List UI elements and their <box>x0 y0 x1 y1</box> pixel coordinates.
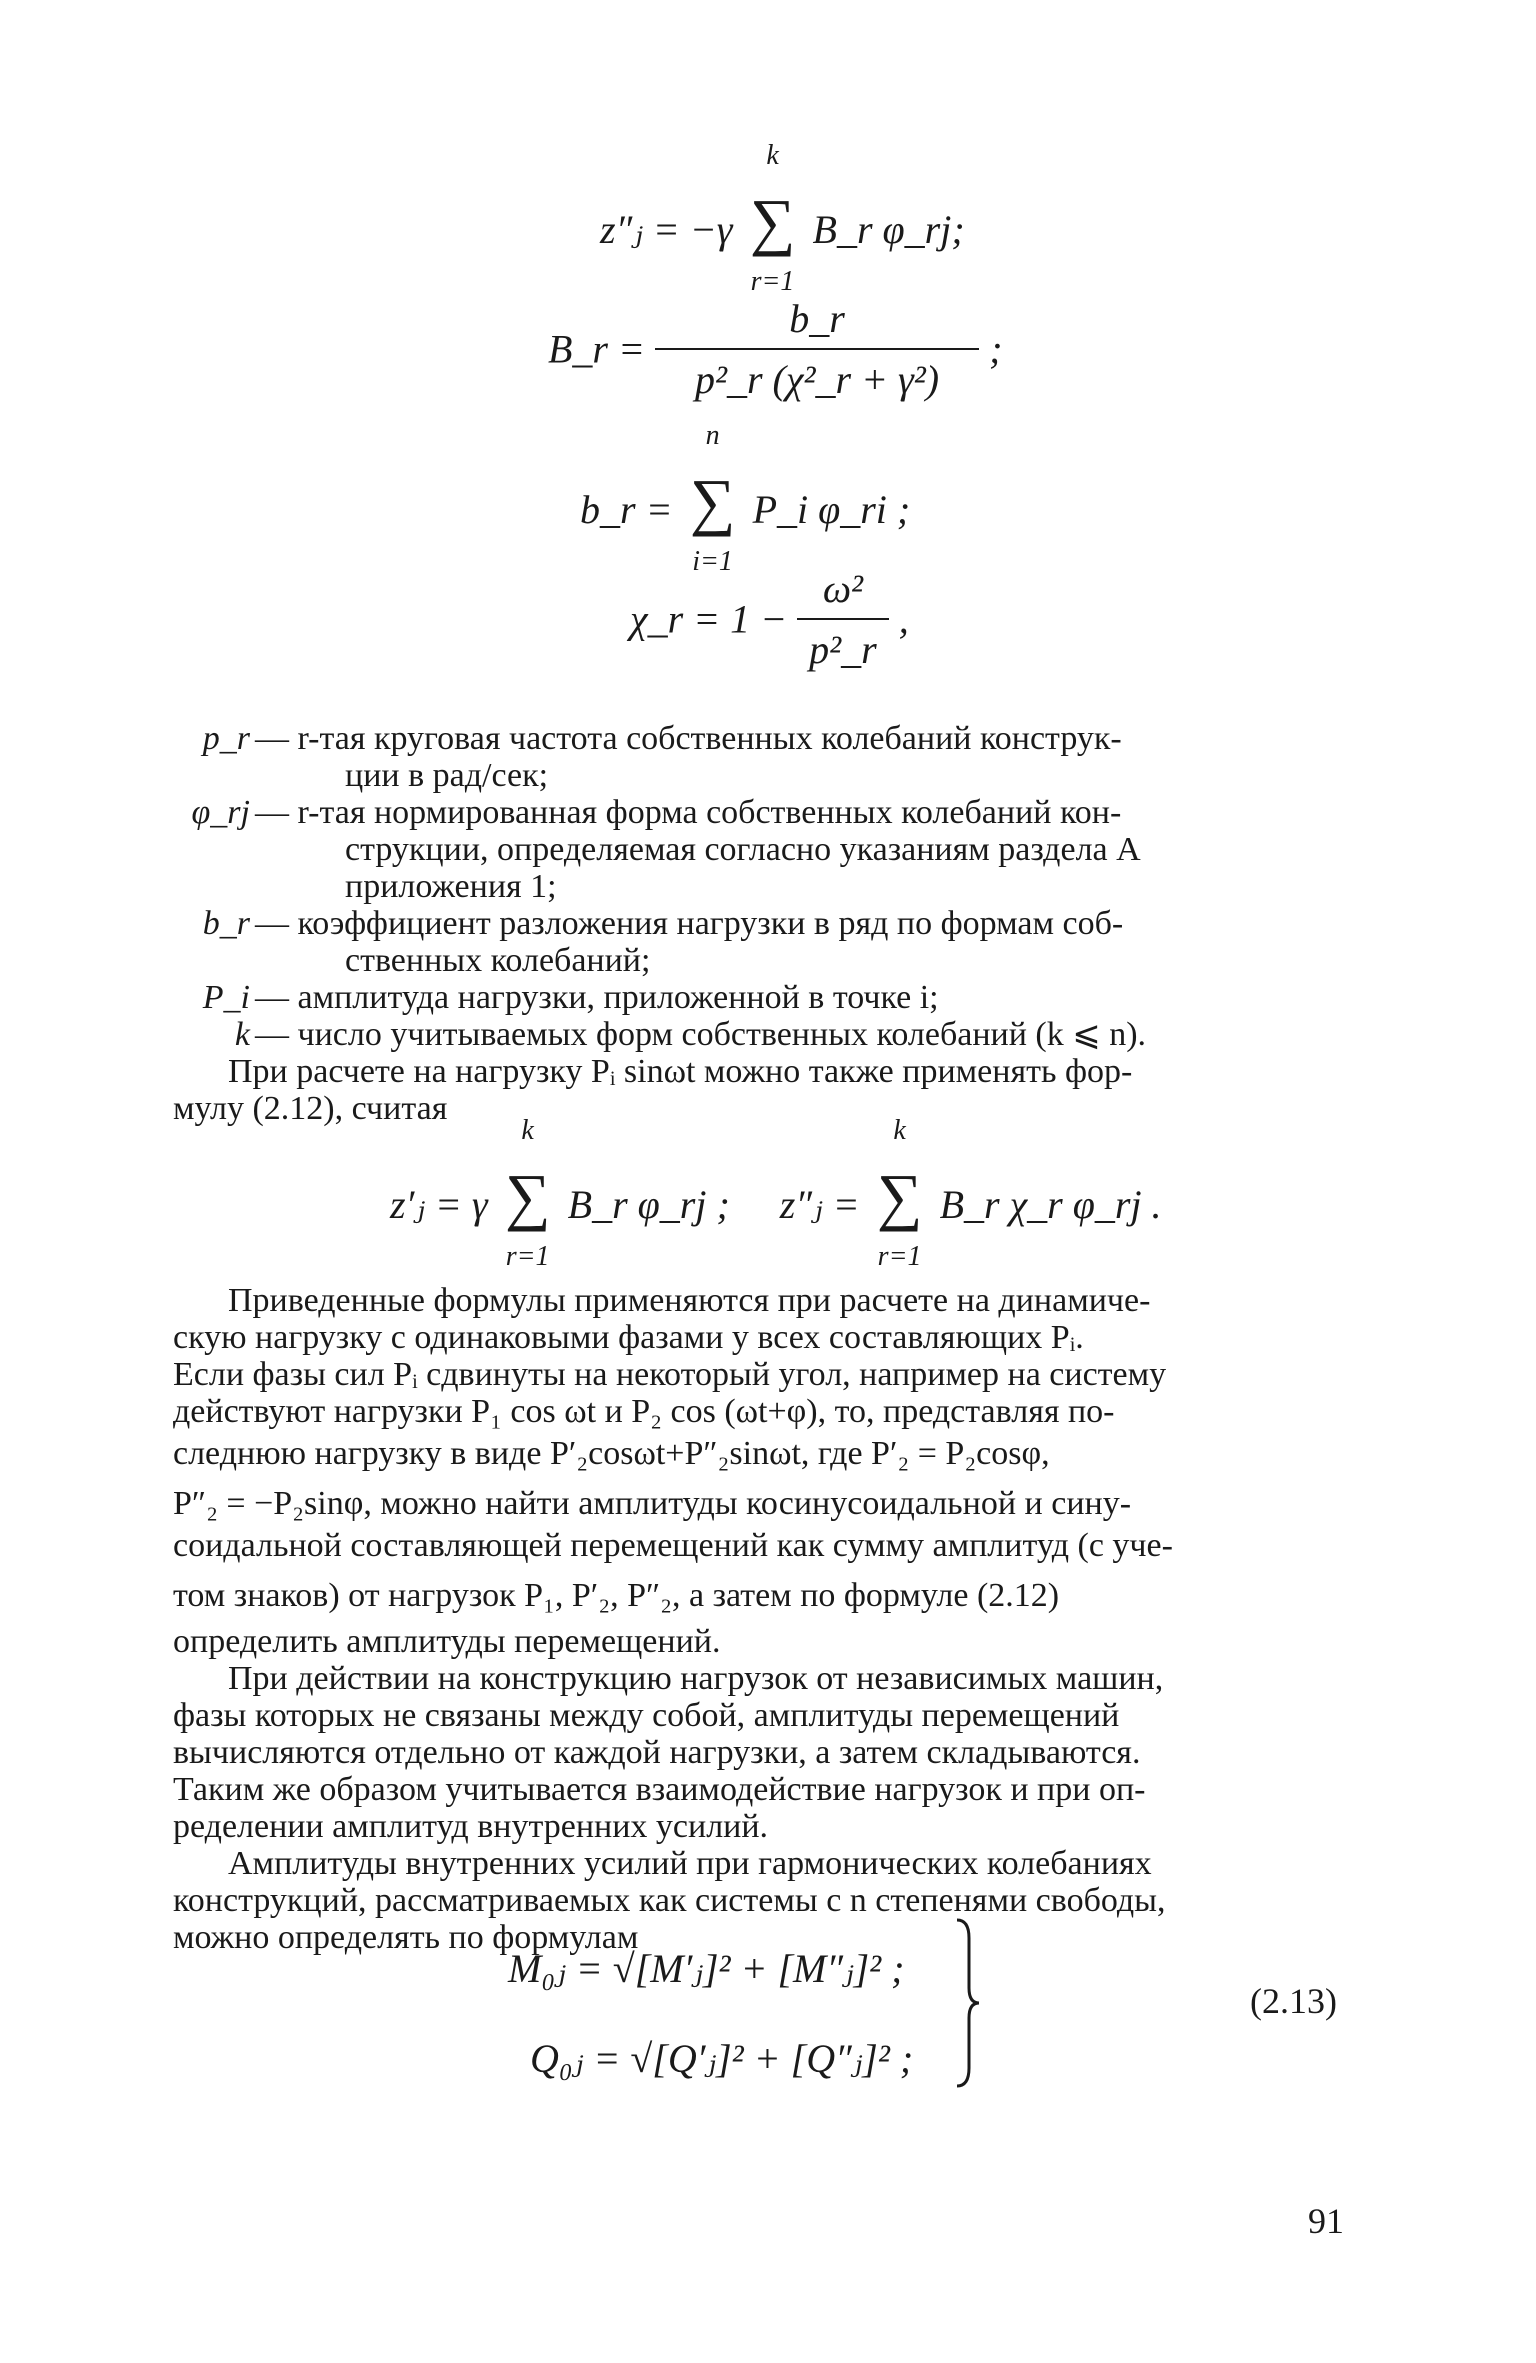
definition-symbol: φ_rj <box>191 794 250 831</box>
formula-end: , <box>898 596 909 642</box>
definition-text: — r-тая нормированная форма собственных колебаний кон- <box>255 794 1122 831</box>
paragraph-line: скую нагрузку с одинаковыми фазами у всех составляющих Pᵢ. <box>173 1319 1084 1356</box>
definition-continuation: струкции, определяемая согласно указаниям раздела А <box>345 831 1141 868</box>
sum-upper-limit: k <box>893 1115 906 1146</box>
sum-lower-limit: r=1 <box>750 266 795 297</box>
formula-end: ; <box>989 326 1003 372</box>
formula-lhs: b_r = <box>580 487 673 532</box>
summation-sign: k ∑ r=1 <box>870 1165 930 1229</box>
fraction-numerator: ω² <box>822 566 864 611</box>
formula-lhs: z″ⱼ = <box>779 1182 860 1227</box>
formula-lhs: χ_r = 1 − <box>630 596 788 642</box>
fraction-numerator: b_r <box>789 296 845 341</box>
paragraph-line: ределении амплитуд внутренних усилий. <box>173 1808 769 1845</box>
definition-text: — r-тая круговая частота собственных колебаний конструк- <box>255 720 1122 757</box>
fraction-denominator: p²_r (χ²_r + γ²) <box>655 348 979 403</box>
paragraph-line: мулу (2.12), считая <box>173 1090 448 1127</box>
sum-upper-limit: k <box>521 1115 534 1146</box>
formula-moment-amplitude: M₀ⱼ = √[M′ⱼ]² + [M″ⱼ]² ; <box>508 1946 905 1991</box>
paragraph-line: P″₂ = −P₂sinφ, можно найти амплитуды косинусоидальной и сину- <box>173 1485 1132 1522</box>
fraction <box>797 565 889 673</box>
paragraph-line: конструкций, рассматриваемых как системы с n степенями свободы, <box>173 1882 1166 1919</box>
paragraph-line: том знаков) от нагрузок P₁, P′₂, P″₂, а затем по формуле (2.12) <box>173 1577 1060 1614</box>
definition-text: — число учитываемых форм собственных колебаний (k ⩽ n). <box>255 1016 1147 1053</box>
paragraph-line: Амплитуды внутренних усилий при гармонических колебаниях <box>228 1845 1152 1882</box>
page-number: 91 <box>1308 2201 1344 2241</box>
formula-rhs: P_i φ_ri ; <box>752 487 911 532</box>
sum-lower-limit: r=1 <box>505 1241 550 1272</box>
sum-upper-limit: k <box>766 140 779 171</box>
formula-rhs: B_r φ_rj ; <box>567 1182 730 1227</box>
paragraph-line: вычисляются отдельно от каждой нагрузки, а затем складываются. <box>173 1734 1141 1771</box>
formula-z-pair <box>390 1115 1162 1272</box>
formula-chi <box>630 565 909 673</box>
formula-lhs: B_r = <box>548 326 645 372</box>
summation-sign: k ∑ r=1 <box>743 190 803 254</box>
formula-rhs: B_r χ_r φ_rj . <box>939 1182 1162 1227</box>
formula-b-capital <box>548 295 1002 403</box>
definition-symbol: k <box>234 1016 250 1053</box>
summation-sign: k ∑ r=1 <box>498 1165 558 1229</box>
paragraph-line: следнюю нагрузку в виде P′₂cosωt+P″₂sinωt, где P′₂ = P₂cosφ, <box>173 1435 1050 1472</box>
paragraph-line: Если фазы сил Pᵢ сдвинуты на некоторый угол, например на систему <box>173 1356 1167 1393</box>
sum-upper-limit: n <box>705 420 720 451</box>
sum-lower-limit: i=1 <box>692 546 733 577</box>
curly-brace <box>955 1918 981 2088</box>
definition-symbol: p_r <box>202 720 250 757</box>
formula-b-small <box>580 420 911 577</box>
paragraph-line: действуют нагрузки P₁ cos ωt и P₂ cos (ωt+φ), то, представляя по- <box>173 1393 1115 1430</box>
paragraph-line: можно определять по формулам <box>173 1919 639 1956</box>
paragraph-line: Таким же образом учитывается взаимодействие нагрузок и при оп- <box>173 1771 1146 1808</box>
summation-sign: n ∑ i=1 <box>683 470 743 534</box>
paragraph-line: фазы которых не связаны между собой, амплитуды перемещений <box>173 1697 1120 1734</box>
definition-symbol: P_i <box>202 979 250 1016</box>
equation-number: (2.13) <box>1250 1981 1337 2021</box>
sum-lower-limit: r=1 <box>877 1241 922 1272</box>
formula-rhs: B_r φ_rj; <box>812 207 965 252</box>
paragraph-line: Приведенные формулы применяются при расчете на динамиче- <box>228 1282 1151 1319</box>
definition-symbol: b_r <box>202 905 250 942</box>
definition-continuation: приложения 1; <box>345 868 557 905</box>
fraction-denominator: p²_r <box>797 618 889 673</box>
fraction <box>655 295 979 403</box>
paragraph-line: соидальной составляющей перемещений как сумму амплитуд (с уче- <box>173 1527 1173 1564</box>
definition-text: — амплитуда нагрузки, приложенной в точке i; <box>255 979 939 1016</box>
formula-shear-amplitude: Q₀ⱼ = √[Q′ⱼ]² + [Q″ⱼ]² ; <box>530 2036 914 2081</box>
paragraph-line: При действии на конструкцию нагрузок от независимых машин, <box>228 1660 1164 1697</box>
paragraph-line: определить амплитуды перемещений. <box>173 1623 721 1660</box>
paragraph-line: При расчете на нагрузку Pᵢ sinωt можно также применять фор- <box>228 1053 1133 1090</box>
definition-continuation: ции в рад/сек; <box>345 757 549 794</box>
definition-continuation: ственных колебаний; <box>345 942 651 979</box>
formula-lhs: z″ⱼ = −γ <box>600 207 733 252</box>
formula-z-double-prime <box>600 140 965 297</box>
definition-text: — коэффициент разложения нагрузки в ряд по формам соб- <box>255 905 1124 942</box>
formula-lhs: z′ⱼ = γ <box>390 1182 488 1227</box>
